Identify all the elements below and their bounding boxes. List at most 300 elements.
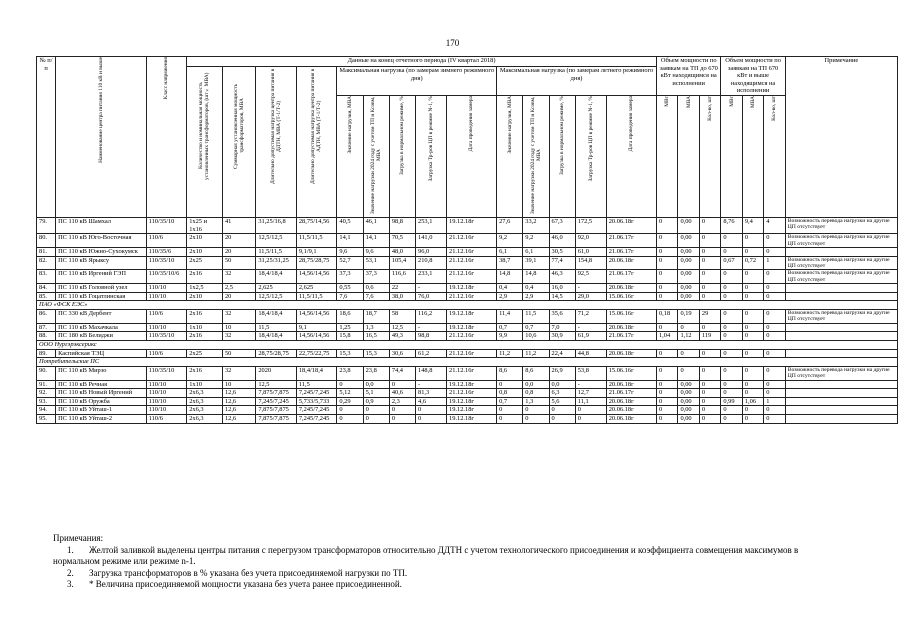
- table-cell: 74,4: [389, 366, 415, 380]
- table-cell: -: [575, 323, 606, 332]
- substation-name: ПС 110 кВ Ярыксу: [56, 256, 147, 270]
- table-row: [37, 366, 898, 380]
- table-cell: 0,00: [678, 234, 699, 248]
- table-cell: 50: [222, 349, 255, 358]
- table-cell: 32: [222, 366, 255, 380]
- table-cell: 0: [742, 414, 763, 423]
- load-table: [36, 56, 898, 424]
- table-cell: 0: [656, 349, 677, 358]
- table-cell: 110/10: [146, 284, 187, 293]
- table-cell: 0: [764, 323, 785, 332]
- table-cell: 14,56/14,56: [296, 309, 337, 323]
- substation-name: Каспийская ТЭЦ: [56, 349, 147, 358]
- table-cell: 15,3: [337, 349, 363, 358]
- table-cell: 20.06.18г: [606, 414, 656, 423]
- table-cell: 0: [699, 389, 720, 398]
- table-cell: 20: [222, 292, 255, 301]
- header-big-qty: Кол-во, шт: [764, 95, 785, 217]
- table-cell: 11,5: [256, 323, 297, 332]
- row-note: [785, 397, 897, 406]
- table-cell: 0: [699, 234, 720, 248]
- table-cell: 21.06.17г: [606, 332, 656, 341]
- table-cell: 2х6,3: [187, 406, 223, 415]
- table-cell: 11,5/11,5: [256, 247, 297, 256]
- table-cell: 0: [699, 284, 720, 293]
- table-cell: 12,5/12,5: [256, 234, 297, 248]
- table-cell: 0: [742, 389, 763, 398]
- table-cell: 110/10: [146, 292, 187, 301]
- table-cell: 19.12.18г: [447, 414, 497, 423]
- table-cell: 0: [742, 349, 763, 358]
- row-number: 93.: [37, 397, 56, 406]
- table-cell: 9,9: [497, 332, 523, 341]
- row-note: Возможность перевода нагрузки на другие ЦП отсутствует: [785, 309, 897, 323]
- table-cell: 32: [222, 332, 255, 341]
- header-note: Примечание: [785, 57, 897, 218]
- table-cell: 0,7: [497, 323, 523, 332]
- table-cell: 0: [699, 349, 720, 358]
- table-cell: 0: [389, 380, 415, 389]
- table-cell: 16,0: [549, 284, 575, 293]
- table-cell: 0: [656, 270, 677, 284]
- table-cell: 0: [742, 270, 763, 284]
- table-cell: 14,56/14,56: [296, 270, 337, 284]
- table-cell: 0,7: [523, 323, 549, 332]
- table-cell: 172,5: [575, 217, 606, 233]
- table-cell: 0,55: [337, 284, 363, 293]
- table-cell: 7,245/7,245: [296, 414, 337, 423]
- table-cell: 110/10: [146, 323, 187, 332]
- table-cell: 0: [764, 349, 785, 358]
- table-cell: 12,7: [575, 389, 606, 398]
- table-cell: 0: [742, 247, 763, 256]
- table-cell: 0: [764, 389, 785, 398]
- row-number: 85.: [37, 292, 56, 301]
- table-cell: 61,9: [575, 332, 606, 341]
- table-cell: 98,8: [389, 217, 415, 233]
- table-cell: 11,5/11,5: [296, 234, 337, 248]
- row-note: [785, 380, 897, 389]
- table-cell: 2х16: [187, 309, 223, 323]
- header-small-mva: МВА: [678, 95, 699, 217]
- table-cell: 7,0: [549, 323, 575, 332]
- table-cell: 0: [721, 292, 742, 301]
- table-cell: 5,6: [549, 397, 575, 406]
- table-cell: 0,9: [363, 397, 389, 406]
- table-cell: 15,8: [337, 332, 363, 341]
- table-cell: 18,4/18,4: [296, 366, 337, 380]
- table-cell: 0: [699, 256, 720, 270]
- table-cell: 21.12.16г: [447, 247, 497, 256]
- table-cell: 12,5: [256, 380, 297, 389]
- header-big-mva: МВА: [742, 95, 763, 217]
- table-cell: 19.12.18г: [447, 309, 497, 323]
- table-cell: 0: [764, 284, 785, 293]
- table-cell: 0,00: [678, 414, 699, 423]
- substation-name: ПС 110 кВ Юго-Восточная: [56, 234, 147, 248]
- table-cell: 0: [764, 309, 785, 323]
- table-cell: 0: [721, 414, 742, 423]
- table-cell: 0: [337, 380, 363, 389]
- table-cell: 0: [699, 217, 720, 233]
- table-row: [37, 256, 898, 270]
- table-cell: 0: [337, 414, 363, 423]
- section-fsk: [37, 301, 898, 310]
- table-cell: 61,0: [575, 247, 606, 256]
- section-fsk-title: ПАО «ФСК ЕЭС»: [37, 301, 898, 310]
- table-cell: 2х25: [187, 349, 223, 358]
- substation-name: ПС 110 кВ Речная: [56, 380, 147, 389]
- table-cell: 1,06: [742, 397, 763, 406]
- table-cell: 148,8: [416, 366, 447, 380]
- table-cell: 18,4/18,4: [256, 270, 297, 284]
- row-number: 95.: [37, 414, 56, 423]
- table-cell: 20.06.18г: [606, 323, 656, 332]
- table-cell: 20.06.18г: [606, 380, 656, 389]
- table-cell: 14,5: [549, 292, 575, 301]
- table-cell: 20.06.18г: [606, 349, 656, 358]
- table-cell: 2х10: [187, 234, 223, 248]
- table-cell: 6,1: [497, 247, 523, 256]
- notes-title: Примечания:: [53, 533, 104, 543]
- header-count: Количество и номинальная мощность установленных трансформаторов, (шт×МВА): [187, 67, 223, 218]
- table-cell: 0: [764, 380, 785, 389]
- table-cell: 46,3: [549, 270, 575, 284]
- table-row: [37, 309, 898, 323]
- table-cell: 9,6: [337, 247, 363, 256]
- table-cell: 41: [222, 217, 255, 233]
- header-total: Суммарная установленная мощность трансформаторов, МВА: [222, 67, 255, 218]
- table-cell: 2,625: [296, 284, 337, 293]
- header-winter: Максимальная нагрузка (по замерам зимнего режимного дня): [337, 67, 497, 96]
- table-cell: 0: [678, 366, 699, 380]
- table-cell: 15.06.16г: [606, 309, 656, 323]
- table-cell: 14,1: [337, 234, 363, 248]
- substation-name: ПС 110 кВ Южно-Сухокумск: [56, 247, 147, 256]
- row-note: Возможность перевода нагрузки на другие ЦП отсутствует: [785, 366, 897, 380]
- table-cell: 0: [656, 406, 677, 415]
- table-cell: 15.06.16г: [606, 292, 656, 301]
- table-cell: 11,1: [575, 397, 606, 406]
- header-ddtn: Длительно допустимая нагрузка центра питания в ДДТН, МВА (Т-1/Т-2): [256, 67, 297, 218]
- header-small-mw: МВт: [656, 95, 677, 217]
- table-cell: 37,3: [363, 270, 389, 284]
- table-cell: 2х10: [187, 247, 223, 256]
- table-cell: 4,6: [416, 397, 447, 406]
- table-cell: 21.12.16г: [447, 270, 497, 284]
- table-cell: 26,9: [549, 366, 575, 380]
- table-cell: 22: [389, 284, 415, 293]
- row-number: 89.: [37, 349, 56, 358]
- table-cell: 0,00: [678, 406, 699, 415]
- table-cell: 0: [721, 332, 742, 341]
- table-cell: 110/10: [146, 380, 187, 389]
- row-number: 84.: [37, 284, 56, 293]
- table-cell: 0,0: [549, 380, 575, 389]
- table-cell: 0: [764, 406, 785, 415]
- table-cell: 2х16: [187, 332, 223, 341]
- table-row: [37, 270, 898, 284]
- table-cell: 110/10: [146, 397, 187, 406]
- table-cell: 7,875/7,875: [256, 414, 297, 423]
- table-cell: 40,5: [337, 217, 363, 233]
- substation-name: ПС 110 кВ Головной узел: [56, 284, 147, 293]
- table-cell: 29: [699, 309, 720, 323]
- table-cell: 21.12.16г: [447, 256, 497, 270]
- table-cell: 233,1: [416, 270, 447, 284]
- table-cell: 0: [656, 323, 677, 332]
- table-cell: 5,12: [337, 389, 363, 398]
- table-cell: 7,6: [363, 292, 389, 301]
- header-s-n1: Загрузка Тр-ров ЦП в режиме N-1, %: [575, 95, 606, 217]
- table-cell: 53,1: [363, 256, 389, 270]
- table-cell: 48,0: [389, 247, 415, 256]
- table-cell: 0: [678, 323, 699, 332]
- table-cell: 0,4: [497, 284, 523, 293]
- table-cell: 19.12.18г: [447, 217, 497, 233]
- table-cell: 22,75/22,75: [296, 349, 337, 358]
- table-cell: 0: [416, 406, 447, 415]
- table-cell: 14,8: [523, 270, 549, 284]
- table-cell: 0,00: [678, 270, 699, 284]
- table-cell: 7,245/7,245: [296, 389, 337, 398]
- table-cell: 61,2: [416, 349, 447, 358]
- table-cell: 0,00: [678, 284, 699, 293]
- table-cell: 0,19: [678, 309, 699, 323]
- table-cell: 7,875/7,875: [256, 406, 297, 415]
- table-cell: 19.12.18г: [447, 284, 497, 293]
- table-cell: 110/6: [146, 234, 187, 248]
- table-cell: -: [416, 323, 447, 332]
- table-cell: 2,3: [389, 397, 415, 406]
- row-note: [785, 406, 897, 415]
- table-cell: 21.12.16г: [447, 332, 497, 341]
- table-cell: 2,625: [256, 284, 297, 293]
- table-cell: -: [575, 284, 606, 293]
- table-cell: 0,99: [721, 397, 742, 406]
- table-cell: 31,25/16,8: [256, 217, 297, 233]
- table-cell: 44,8: [575, 349, 606, 358]
- section-nurg-title: ООО Нургэрэксерикс: [37, 340, 898, 349]
- row-note: [785, 414, 897, 423]
- row-note: Возможность перевода нагрузки на другие ЦП отсутствует: [785, 234, 897, 248]
- section-consumer-title: Потребительские ПС: [37, 358, 898, 367]
- table-cell: 0: [764, 332, 785, 341]
- note-item: 2. Загрузка трансформаторов в % указана без учета присоединяемой нагрузки по ТП.: [67, 567, 408, 578]
- table-cell: 11,2: [523, 349, 549, 358]
- table-cell: 0: [337, 406, 363, 415]
- table-cell: 1х10: [187, 323, 223, 332]
- table-cell: 0: [699, 323, 720, 332]
- table-cell: 9,6: [363, 247, 389, 256]
- table-cell: 0: [764, 270, 785, 284]
- table-cell: 0: [742, 332, 763, 341]
- table-cell: 0: [742, 366, 763, 380]
- table-cell: 0: [575, 414, 606, 423]
- table-cell: 0: [699, 380, 720, 389]
- table-cell: 28,75/28,75: [256, 349, 297, 358]
- table-cell: 2х6,3: [187, 414, 223, 423]
- table-cell: 0,00: [678, 389, 699, 398]
- table-cell: 2,5: [222, 284, 255, 293]
- table-cell: 35,6: [549, 309, 575, 323]
- table-cell: 0: [742, 292, 763, 301]
- table-cell: 92,0: [575, 234, 606, 248]
- table-cell: 0: [764, 414, 785, 423]
- table-cell: 1,3: [523, 397, 549, 406]
- table-cell: 14,1: [363, 234, 389, 248]
- table-cell: 7,245/7,245: [256, 397, 297, 406]
- table-cell: 28,75/28,75: [296, 256, 337, 270]
- table-cell: 0: [699, 414, 720, 423]
- header-s-load2024: Значение нагрузки 2024 году с учетом ТП и Ксовм, МВА: [523, 95, 549, 217]
- substation-name: ПС 110 кВ Шамхал: [56, 217, 147, 233]
- table-cell: 0: [721, 309, 742, 323]
- table-cell: 210,8: [416, 256, 447, 270]
- table-cell: 10: [222, 323, 255, 332]
- table-cell: 21.12.16г: [447, 349, 497, 358]
- table-cell: 32: [222, 270, 255, 284]
- table-cell: 0: [497, 406, 523, 415]
- table-cell: 46,0: [549, 234, 575, 248]
- row-number: 90.: [37, 366, 56, 380]
- row-number: 79.: [37, 217, 56, 233]
- table-cell: 110/6: [146, 349, 187, 358]
- table-cell: 9,1: [296, 323, 337, 332]
- table-cell: 110/35/10: [146, 366, 187, 380]
- header-w-load2024: Значение нагрузки 2024 году с учетом ТП и Ксовм, МВА: [363, 95, 389, 217]
- table-cell: -: [416, 284, 447, 293]
- table-row: [37, 397, 898, 406]
- table-cell: 19.12.18г: [447, 397, 497, 406]
- table-cell: 2х6,3: [187, 397, 223, 406]
- table-row: [37, 234, 898, 248]
- table-cell: 23,8: [363, 366, 389, 380]
- table-cell: 253,1: [416, 217, 447, 233]
- header-name: Наименование центра питания 110 кВ и выше: [56, 57, 147, 218]
- table-cell: 21.06.17г: [606, 389, 656, 398]
- header-small-qty: Кол-во, шт: [699, 95, 720, 217]
- table-cell: 38,7: [497, 256, 523, 270]
- table-cell: 116,6: [389, 270, 415, 284]
- table-row: [37, 406, 898, 415]
- table-cell: 5,1: [363, 389, 389, 398]
- table-cell: 0: [389, 414, 415, 423]
- table-cell: 18,4/18,4: [256, 309, 297, 323]
- table-cell: 0: [549, 414, 575, 423]
- table-cell: 1х2,5: [187, 284, 223, 293]
- table-cell: 0: [656, 284, 677, 293]
- table-cell: 110/35/6: [146, 247, 187, 256]
- table-cell: 116,2: [416, 309, 447, 323]
- table-cell: 0,00: [678, 247, 699, 256]
- table-cell: 30,9: [549, 332, 575, 341]
- table-cell: 1: [764, 256, 785, 270]
- table-cell: 7,245/7,245: [296, 406, 337, 415]
- table-cell: 2х16: [187, 270, 223, 284]
- table-cell: 0: [721, 247, 742, 256]
- table-cell: 6,3: [549, 389, 575, 398]
- table-cell: 76,0: [416, 292, 447, 301]
- header-big-tp: Объем мощности по заявкам на ТП 670 кВт и выше находящимся на исполнении: [721, 57, 785, 96]
- table-cell: 21.06.17г: [606, 234, 656, 248]
- table-row: [37, 380, 898, 389]
- row-note: [785, 247, 897, 256]
- table-cell: 11,5/11,5: [296, 292, 337, 301]
- table-cell: 19.12.18г: [447, 406, 497, 415]
- table-cell: 7,6: [337, 292, 363, 301]
- row-note: [785, 389, 897, 398]
- table-cell: 0,72: [742, 256, 763, 270]
- table-cell: 0: [721, 284, 742, 293]
- substation-name: ПС 110 кВ Уйташ-1: [56, 406, 147, 415]
- header-w-normal: Загрузка в нормальном режиме, %: [389, 95, 415, 217]
- table-cell: 1х25 и 1х16: [187, 217, 223, 233]
- table-cell: 20.06.18г: [606, 256, 656, 270]
- table-cell: 19.12.18г: [447, 323, 497, 332]
- table-cell: 40,6: [389, 389, 415, 398]
- row-number: 88.: [37, 332, 56, 341]
- table-cell: 9,1/9,1: [296, 247, 337, 256]
- table-cell: 12,6: [222, 397, 255, 406]
- table-cell: 0: [699, 247, 720, 256]
- table-cell: 4: [764, 217, 785, 233]
- table-cell: 21.06.17г: [606, 247, 656, 256]
- table-cell: 0: [742, 234, 763, 248]
- note-item: 1. Желтой заливкой выделены центры питания с перегрузом трансформаторов относительно ДДТН с учетом технологического присоединения и коэффициента совмещения максимумов в: [67, 544, 799, 555]
- table-cell: 0: [764, 366, 785, 380]
- substation-name: ПС 110 кВ Оружба: [56, 397, 147, 406]
- table-cell: 1,25: [337, 323, 363, 332]
- table-cell: 0: [721, 380, 742, 389]
- row-note: [785, 323, 897, 332]
- table-cell: 0: [699, 406, 720, 415]
- table-cell: 18,7: [363, 309, 389, 323]
- table-cell: 31,25/31,25: [256, 256, 297, 270]
- section-consumer: [37, 358, 898, 367]
- table-cell: 2х10: [187, 292, 223, 301]
- table-cell: 2020: [256, 366, 297, 380]
- table-cell: 0: [721, 366, 742, 380]
- header-w-n1: Загрузка Тр-ров ЦП в режиме N-1, %: [416, 95, 447, 217]
- table-cell: 16,5: [363, 332, 389, 341]
- table-cell: 32: [222, 309, 255, 323]
- table-cell: 96,0: [416, 247, 447, 256]
- table-cell: 29,0: [575, 292, 606, 301]
- section-nurg: [37, 340, 898, 349]
- table-cell: 21.12.16г: [447, 292, 497, 301]
- table-cell: 0: [656, 247, 677, 256]
- table-cell: 110/6: [146, 309, 187, 323]
- header-w-date: Дата проведения замера: [447, 95, 497, 217]
- header-no: № п/п: [37, 57, 56, 218]
- table-cell: 27,6: [497, 217, 523, 233]
- table-cell: 14,56/14,56: [296, 332, 337, 341]
- row-note: [785, 292, 897, 301]
- table-cell: 0: [764, 247, 785, 256]
- table-cell: 22,4: [549, 349, 575, 358]
- table-cell: 20: [222, 247, 255, 256]
- table-cell: 105,4: [389, 256, 415, 270]
- table-cell: 1,04: [656, 332, 677, 341]
- table-cell: 9,4: [742, 217, 763, 233]
- table-cell: 0: [699, 270, 720, 284]
- table-cell: 110/35/10: [146, 256, 187, 270]
- table-cell: 2,9: [523, 292, 549, 301]
- table-cell: 0: [416, 414, 447, 423]
- substation-name: ПС 330 кВ Дербент: [56, 309, 147, 323]
- table-cell: 0: [764, 234, 785, 248]
